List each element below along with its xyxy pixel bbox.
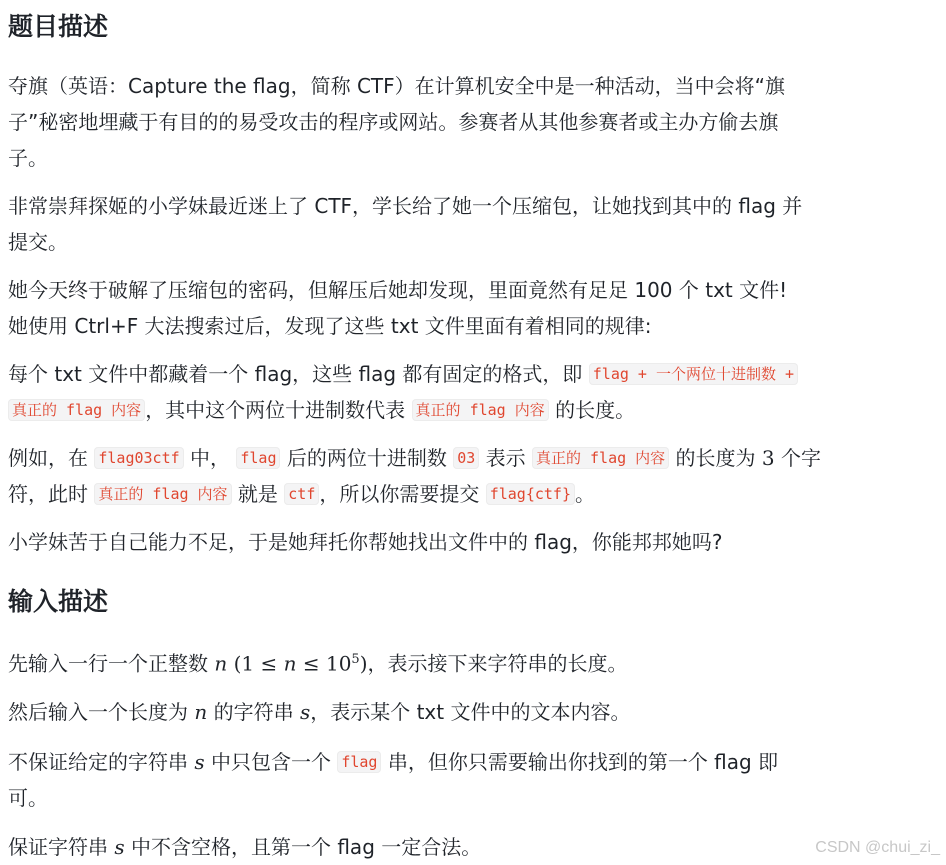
format-text-2: ，其中这个两位十进制数代表 (145, 398, 412, 422)
input-paragraph-3 (8, 744, 778, 816)
example-text-6: 个字 (774, 446, 821, 470)
example-text-9: ，所以你需要提交 (319, 482, 486, 506)
input3-code-flag: flag (337, 751, 381, 773)
input2-text-3: ，表示某个 txt 文件中的文本内容。 (310, 700, 631, 724)
input2-math-s: s (299, 700, 311, 724)
input4-text-1: 保证字符串 (8, 835, 115, 859)
example-text-7: 符，此时 (8, 482, 95, 506)
format-text-3: 的长度。 (548, 398, 636, 422)
intro-line-2: 子”秘密地埋藏于有目的的易受攻击的程序或网站。参赛者从其他参赛者或主办方偷去旗 (8, 110, 779, 134)
example-paragraph (8, 440, 821, 512)
intro-paragraph (8, 68, 785, 176)
input-line-3a (8, 744, 778, 780)
input1-text-2: ，表示接下来字符串的长度。 (367, 651, 628, 676)
input4-text-2: 中不含空格，且第一个 flag 一定合法。 (124, 835, 482, 859)
discovery-paragraph (8, 272, 787, 344)
example-code-03: 03 (453, 447, 479, 469)
csdn-watermark: CSDN @chui_zi_ (815, 839, 940, 856)
format-text-1: 每个 txt 文件中都藏着一个 flag，这些 flag 都有固定的格式，即 (8, 362, 589, 386)
example-text-2: 中， (183, 446, 237, 470)
input3-text-3: 串，但你只需要输出你找到的第一个 flag 即 (381, 750, 779, 774)
format-code-1: flag + 一个两位十进制数 + (589, 363, 798, 385)
input1-text-1: 先输入一行一个正整数 (8, 651, 215, 676)
example-code-content: 真正的 flag 内容 (532, 447, 669, 469)
input-line-1 (8, 642, 628, 682)
example-code-flag: flag (236, 447, 280, 469)
format-line-2 (8, 392, 798, 428)
section-title-description: 题目描述 (8, 12, 109, 41)
request-paragraph (8, 524, 723, 560)
example-text-5: 的长度为 (669, 446, 762, 470)
input1-math-close: ) (359, 651, 368, 676)
input1-math-n2: n (283, 651, 297, 676)
input1-math-le: ≤ 10 (296, 651, 352, 676)
example-code-content-2: 真正的 flag 内容 (94, 483, 231, 505)
example-math-3: 3 (761, 446, 775, 470)
example-code-ctf: ctf (284, 483, 319, 505)
input3-text-2: 中只包含一个 (204, 750, 338, 774)
example-text-3: 后的两位十进制数 (280, 446, 454, 470)
format-code-3: 真正的 flag 内容 (412, 399, 549, 421)
example-text-4: 表示 (479, 446, 532, 470)
input-line-2 (8, 694, 630, 730)
story-line-2: 提交。 (8, 230, 68, 254)
example-line-2 (8, 476, 821, 512)
input2-text-2: 的字符串 (207, 700, 300, 724)
format-paragraph (8, 356, 798, 428)
input3-math-s: s (194, 750, 205, 774)
example-text-1: 例如，在 (8, 446, 95, 470)
input2-math-n: n (194, 700, 208, 724)
input-paragraph-1 (8, 642, 628, 682)
example-code-flag03ctf: flag03ctf (94, 447, 183, 469)
input3-text-1: 不保证给定的字符串 (8, 750, 195, 774)
format-line-1 (8, 356, 798, 392)
story-paragraph (8, 188, 802, 260)
discovery-line-2: 她使用 Ctrl+F 大法搜索过后，发现了这些 txt 文件里面有着相同的规律: (8, 314, 652, 338)
input1-math-open: (1 ≤ (233, 651, 284, 676)
section-title-input: 输入描述 (8, 587, 109, 616)
example-code-flag-ctf: flag{ctf} (486, 483, 575, 505)
input-line-4 (8, 829, 481, 865)
discovery-line-1: 她今天终于破解了压缩包的密码，但解压后她却发现，里面竟然有足足 100 个 txt 文件! (8, 278, 788, 302)
request-line: 小学妹苦于自己能力不足，于是她拜托你帮她找出文件中的 flag，你能邦邦她吗? (8, 530, 723, 554)
intro-line-3: 子。 (8, 146, 48, 170)
input-line-3b: 可。 (8, 786, 48, 810)
input1-math-n: n (214, 651, 228, 676)
story-line-1: 非常崇拜探姬的小学妹最近迷上了 CTF，学长给了她一个压缩包，让她找到其中的 flag 并 (8, 194, 803, 218)
input1-math-exp: 5 (351, 652, 360, 667)
input2-text-1: 然后输入一个长度为 (8, 700, 195, 724)
input-paragraph-2 (8, 694, 630, 730)
input4-math-s: s (114, 835, 125, 859)
example-text-8: 就是 (231, 482, 285, 506)
format-code-2: 真正的 flag 内容 (8, 399, 145, 421)
input-paragraph-4 (8, 829, 481, 865)
example-text-10: 。 (575, 482, 595, 506)
intro-line-1: 夺旗（英语：Capture the flag，简称 CTF）在计算机安全中是一种活动，当中会将“旗 (8, 74, 786, 98)
example-line-1 (8, 440, 821, 476)
